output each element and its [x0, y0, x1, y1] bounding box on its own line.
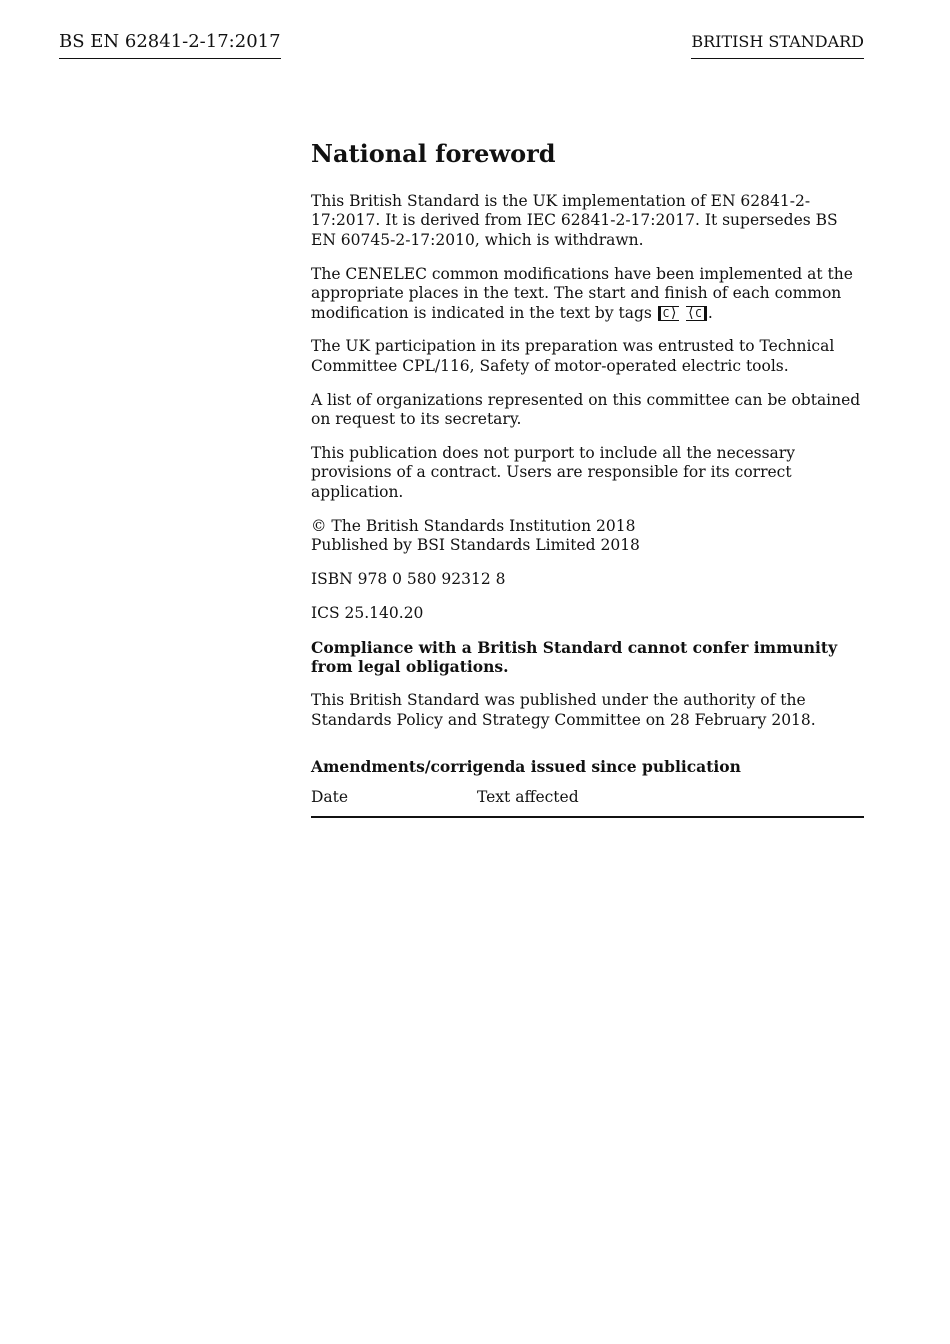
cenelec-period: .	[707, 303, 713, 322]
ics-line: ICS 25.140.20	[311, 604, 424, 622]
authority-paragraph: This British Standard was published under the authority of the Standards Policy and Strategy Committee on 28 February 2018.	[311, 691, 816, 729]
copyright-line: © The British Standards Institution 2018	[311, 516, 636, 535]
modification-start-tag-icon: C ⟩	[658, 306, 679, 321]
document-number: BS EN 62841-2-17:2017	[59, 31, 281, 59]
provisions-paragraph: This publication does not purport to include all the necessary provisions of a contract. Users are responsible for its correct application.	[311, 444, 795, 501]
page-title: National foreword	[311, 139, 556, 168]
standard-label: BRITISH STANDARD	[691, 32, 864, 59]
isbn-line: ISBN 978 0 580 92312 8	[311, 570, 506, 589]
national-foreword-section	[311, 139, 864, 818]
published-line: Published by BSI Standards Limited 2018	[311, 536, 640, 555]
copyright-block	[311, 517, 864, 556]
cenelec-text: The CENELEC common modifications have been implemented at the appropriate places in the text. The start and finish of each common modification is indicated in the text by tags	[311, 264, 853, 322]
date-column-header: Date	[311, 788, 349, 807]
amendments-table	[311, 787, 864, 818]
implementation-paragraph: This British Standard is the UK implementation of EN 62841-2-17:2017. It is derived from IEC 62841-2-17:2017. It supersedes BS EN 60745-2-17:2010, which is withdrawn.	[311, 192, 838, 249]
participation-paragraph: The UK participation in its preparation was entrusted to Technical Committee CPL/116, Safety of motor-operated electric tools.	[311, 337, 835, 375]
compliance-statement: Compliance with a British Standard cannot confer immunity from legal obligations.	[311, 637, 838, 677]
modification-end-tag-icon: ⟨ C	[686, 306, 707, 321]
cenelec-paragraph	[311, 265, 864, 323]
organizations-paragraph: A list of organizations represented on this committee can be obtained on request to its secretary.	[311, 390, 861, 429]
text-affected-column-header: Text affected	[477, 788, 579, 807]
amendments-heading: Amendments/corrigenda issued since publication	[311, 757, 741, 777]
